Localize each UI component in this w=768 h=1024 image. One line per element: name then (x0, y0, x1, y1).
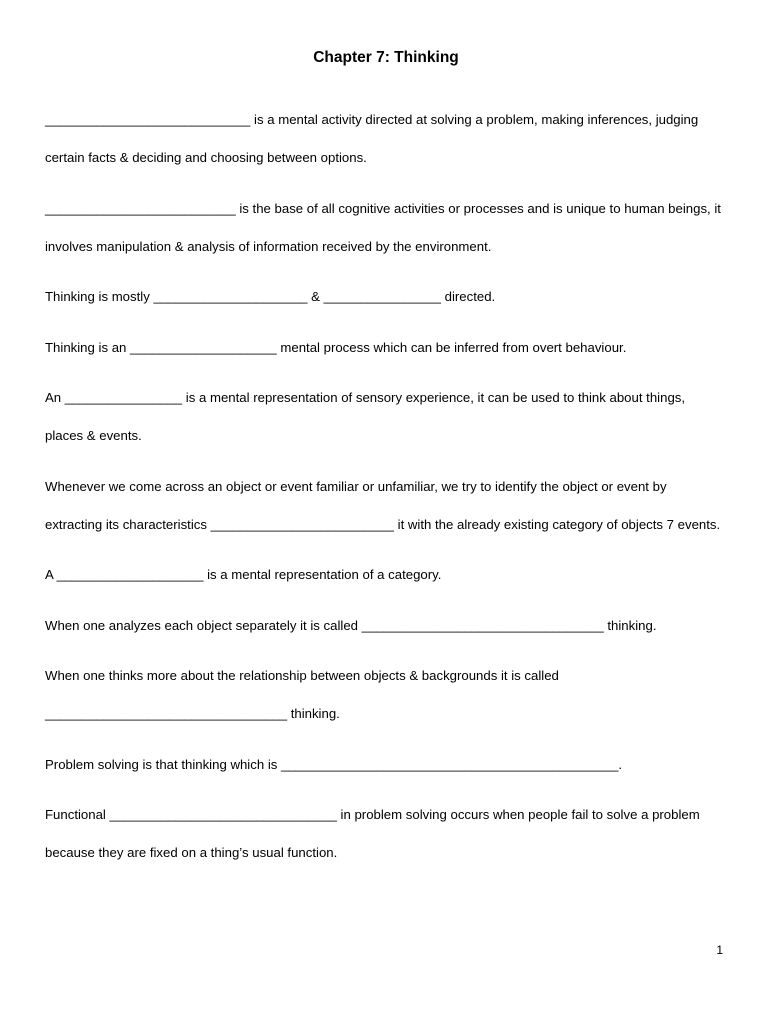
question-10: Problem solving is that thinking which is ______________________________________________. (45, 756, 623, 772)
worksheet-body (45, 101, 725, 885)
question-8: When one analyzes each object separately it is called _________________________________ thinking. (45, 617, 657, 633)
question-6: Whenever we come across an object or event familiar or unfamiliar, we try to identify the object or event by extracting its characteristics _________________________ it with the already existing category of objects 7 events. (45, 478, 721, 532)
question-7: A ____________________ is a mental representation of a category. (45, 567, 442, 582)
question-5: An ________________ is a mental representation of sensory experience, it can be used to think about things, places & events. (45, 390, 689, 443)
question-11: Functional _______________________________ in problem solving occurs when people fail to solve a problem because they are fixed on a thing’s usual function. (45, 807, 704, 860)
question-1: ____________________________ is a mental activity directed at solving a problem, making inferences, judging certain facts & deciding and choosing between options. (45, 112, 702, 165)
question-9: When one thinks more about the relationship between objects & backgrounds it is called _________________________________ thinking. (45, 668, 563, 721)
question-2: __________________________ is the base of all cognitive activities or processes and is unique to human beings, it involves manipulation & analysis of information received by the environment. (45, 200, 725, 254)
question-4: Thinking is an ____________________ mental process which can be inferred from overt behaviour. (45, 339, 627, 355)
page-number: 1 (716, 943, 723, 957)
page-title: Chapter 7: Thinking (313, 49, 459, 66)
question-3: Thinking is mostly _____________________ & ________________ directed. (45, 289, 496, 304)
